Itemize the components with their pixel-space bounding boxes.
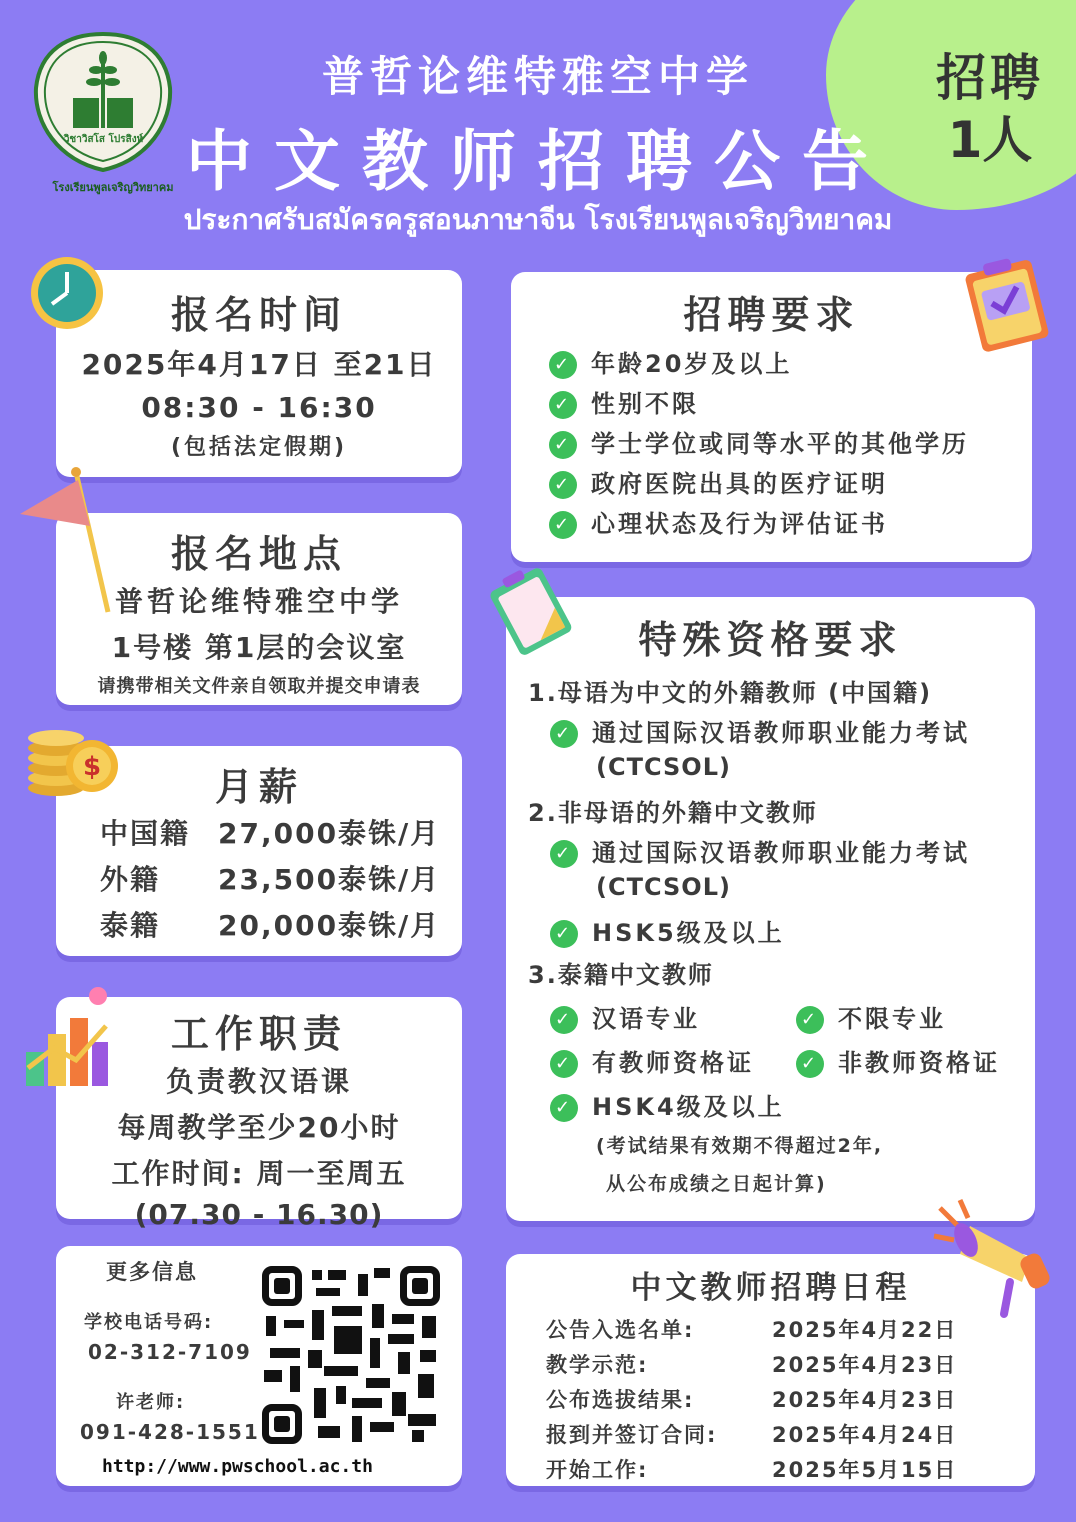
contact-title: 更多信息 <box>106 1260 198 1284</box>
school-phone[interactable]: 02-312-7109 <box>88 1340 252 1364</box>
coin-icon <box>26 726 122 802</box>
special-item: ✓ HSK5级及以上 <box>550 913 785 948</box>
special-section-2-title: 2.非母语的外籍中文教师 <box>528 799 818 827</box>
registration-time-title: 报名时间 <box>170 293 347 337</box>
schedule-row: 教学示范: 2025年4月23日 <box>546 1353 958 1377</box>
check-icon: ✓ <box>550 1094 578 1122</box>
salary-value: 20,000泰铢/月 <box>218 909 441 942</box>
salary-row <box>100 812 440 852</box>
special-title: 特殊资格要求 <box>638 618 903 662</box>
salary-value: 27,000泰铢/月 <box>218 817 441 850</box>
duty-line: 工作时间: 周一至周五 <box>111 1157 407 1190</box>
salary-value: 23,500泰铢/月 <box>218 863 441 896</box>
check-icon: ✓ <box>550 1006 578 1034</box>
special-item: ✓ HSK4级及以上 <box>550 1087 785 1122</box>
registration-time-card <box>56 270 462 477</box>
clipboard-icon <box>480 566 580 658</box>
clock-icon <box>28 254 106 332</box>
schedule-row: 公告入选名单: 2025年4月22日 <box>546 1318 958 1342</box>
requirement-item: ✓ 性别不限 <box>549 384 699 419</box>
svg-text:$: $ <box>82 752 102 782</box>
school-name: 普哲论维特雅空中学 <box>321 52 754 101</box>
registration-place-card <box>56 513 462 705</box>
schedule-row: 报到并签订合同: 2025年4月24日 <box>546 1423 958 1447</box>
special-item: ✓ 有教师资格证 <box>550 1043 754 1078</box>
teacher-label: 许老师: <box>116 1392 186 1413</box>
check-icon: ✓ <box>550 1050 578 1078</box>
thai-subtitle: ประกาศรับสมัครครูสอนภาษาจีน โรงเรียนพูลเจริญวิทยาคม <box>183 203 893 236</box>
special-item-cont: (CTCSOL) <box>596 753 731 781</box>
place-line1: 普哲论维特雅空中学 <box>114 585 403 618</box>
duties-card <box>56 997 462 1231</box>
check-icon: ✓ <box>549 431 577 459</box>
special-note: 从公布成绩之日起计算) <box>606 1173 827 1195</box>
check-icon: ✓ <box>550 720 578 748</box>
registration-hours: 08:30 - 16:30 <box>141 391 377 424</box>
check-icon: ✓ <box>550 920 578 948</box>
logo-text-bottom: โรงเรียนพูลเจริญวิทยาคม <box>52 181 174 194</box>
qr-code[interactable] <box>262 1266 440 1444</box>
requirement-item: ✓ 年龄20岁及以上 <box>549 344 792 379</box>
registration-note: (包括法定假期) <box>170 435 348 460</box>
duties-title: 工作职责 <box>170 1012 347 1056</box>
duty-line: (07.30 - 16.30) <box>134 1198 384 1231</box>
salary-row <box>100 858 440 898</box>
special-item: ✓ 非教师资格证 <box>796 1043 1000 1078</box>
contact-card <box>56 1246 462 1486</box>
check-icon: ✓ <box>549 391 577 419</box>
special-item: ✓ 通过国际汉语教师职业能力考试 <box>550 833 970 868</box>
duty-line: 负责教汉语课 <box>165 1065 352 1098</box>
special-item: ✓ 汉语专业 <box>550 999 700 1034</box>
special-section-1-title: 1.母语为中文的外籍教师 (中国籍) <box>528 679 933 707</box>
special-item: ✓ 不限专业 <box>796 999 946 1034</box>
special-item-cont: (CTCSOL) <box>596 873 731 901</box>
schedule-title: 中文教师招聘日程 <box>630 1270 911 1306</box>
registration-place-title: 报名地点 <box>170 532 347 576</box>
registration-date: 2025年4月17日 至21日 <box>81 348 437 381</box>
phone-label: 学校电话号码: <box>84 1312 214 1333</box>
salary-label: 外籍 <box>100 863 161 896</box>
salary-row <box>100 904 440 944</box>
page-title: 中文教师招聘公告 <box>186 123 890 200</box>
flag-icon <box>16 466 112 616</box>
schedule-row: 公布选拔结果: 2025年4月23日 <box>546 1388 958 1412</box>
check-icon: ✓ <box>549 351 577 379</box>
chart-icon <box>22 982 112 1092</box>
check-icon: ✓ <box>549 471 577 499</box>
schedule-row: 开始工作: 2025年5月15日 <box>546 1458 958 1482</box>
check-icon: ✓ <box>549 511 577 539</box>
badge-line2: 1人 <box>947 111 1033 169</box>
clipboard-check-icon <box>954 250 1058 354</box>
salary-label: 泰籍 <box>100 909 161 942</box>
special-note: (考试结果有效期不得超过2年, <box>596 1135 884 1157</box>
place-note: 请携带相关文件亲自领取并提交申请表 <box>97 676 421 697</box>
salary-title: 月薪 <box>214 765 303 809</box>
megaphone-icon <box>930 1196 1054 1320</box>
duty-line: 每周教学至少20小时 <box>117 1111 401 1144</box>
requirement-item: ✓ 学士学位或同等水平的其他学历 <box>549 424 969 459</box>
special-requirements-card <box>506 597 1035 1221</box>
requirement-item: ✓ 政府医院出具的医疗证明 <box>549 464 888 499</box>
place-line2: 1号楼 第1层的会议室 <box>111 631 407 664</box>
special-section-3-title: 3.泰籍中文教师 <box>528 961 714 989</box>
teacher-phone[interactable]: 091-428-1551 <box>80 1420 260 1444</box>
badge-line1: 招聘 <box>936 49 1044 107</box>
check-icon: ✓ <box>796 1050 824 1078</box>
website-link[interactable]: http://www.pwschool.ac.th <box>102 1456 373 1477</box>
special-item: ✓ 通过国际汉语教师职业能力考试 <box>550 713 970 748</box>
check-icon: ✓ <box>796 1006 824 1034</box>
salary-label: 中国籍 <box>100 817 191 850</box>
requirements-title: 招聘要求 <box>683 293 860 337</box>
check-icon: ✓ <box>550 840 578 868</box>
requirement-item: ✓ 心理状态及行为评估证书 <box>549 504 888 539</box>
logo-text-top: วิชาวิสโส โปรสิงห์ <box>63 134 144 145</box>
